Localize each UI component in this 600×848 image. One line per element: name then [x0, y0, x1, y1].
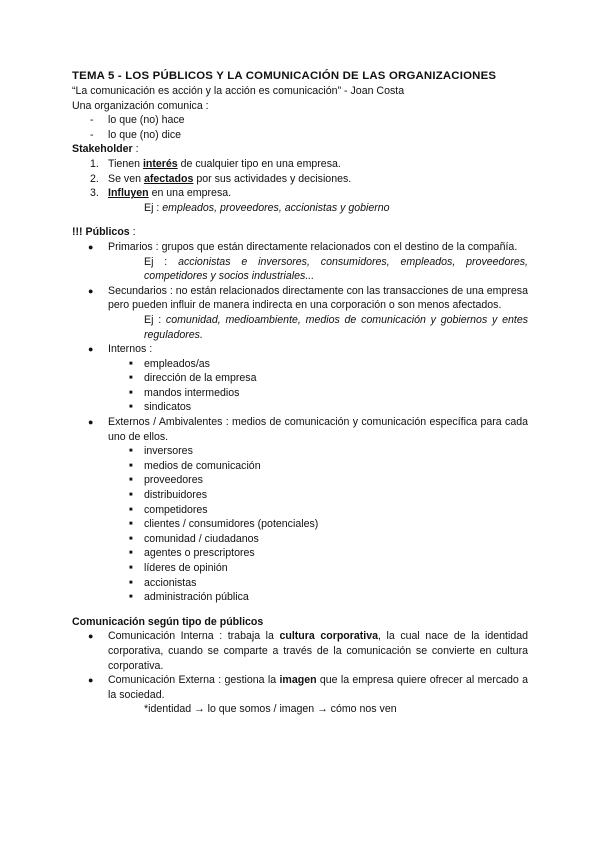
- list-item: ■ medios de comunicación: [72, 459, 528, 474]
- list-item: - lo que (no) dice: [72, 128, 528, 143]
- list-item: ■ accionistas: [72, 576, 528, 591]
- list-item: ■ empleados/as: [72, 357, 528, 372]
- intro-text: Una organización comunica :: [72, 99, 209, 112]
- list-item-interna: ● Comunicación Interna : trabaja la cultura corporativa, la cual nace de la identidad corporativa, cuando se comparte a través de la comunicación se convierte en cultura corporativa.: [88, 630, 528, 672]
- comunicacion-heading: Comunicación según tipo de públicos: [72, 615, 264, 628]
- list-item: ■ líderes de opinión: [72, 561, 528, 576]
- publicos-list: [72, 240, 528, 357]
- list-item-secundarios: ● Secundarios : no están relacionados directamente con las transacciones de una empresa pero pueden influir de manera indirecta en una corporación o son menos afectados. Ej : comunidad, medioambiente, medios de comunicación y gobiernos y entes reguladores.: [88, 284, 529, 341]
- comunica-list: [72, 113, 528, 142]
- list-item: 3. Influyen en una empresa.: [90, 187, 232, 200]
- stakeholder-example: Ej : empleados, proveedores, accionistas y gobierno: [144, 201, 390, 214]
- list-item: ■ agentes o prescriptores: [72, 546, 528, 561]
- list-item: - lo que (no) hace: [72, 113, 528, 128]
- list-item: ■ clientes / consumidores (potenciales): [72, 517, 528, 532]
- list-item: ■ competidores: [72, 503, 528, 518]
- stakeholder-heading: Stakeholder :: [72, 143, 139, 156]
- externos-entry: [72, 415, 528, 444]
- comunicacion-list: [72, 629, 528, 702]
- list-item-primarios: ● Primarios : grupos que están directamente relacionados con el destino de la compañía. Ej : accionistas e inversores, consumidores, empleados, proveedores, competidores y socios industriales...: [88, 240, 528, 283]
- bullet-icon: ●: [88, 675, 94, 686]
- list-item: ■ comunidad / ciudadanos: [72, 532, 528, 547]
- list-item: ■ distribuidores: [72, 488, 528, 503]
- bullet-icon: ●: [88, 285, 94, 296]
- list-item: ■ administración pública: [72, 590, 528, 605]
- identidad-note: *identidad → lo que somos / imagen → cómo nos ven: [144, 703, 397, 716]
- list-item: ■ mandos intermedios: [72, 386, 528, 401]
- document-page: [72, 68, 528, 717]
- quote: “La comunicación es acción y la acción es comunicación” - Joan Costa: [72, 85, 405, 97]
- bullet-icon: ●: [88, 631, 94, 642]
- internos-list: [72, 357, 528, 415]
- document-title: TEMA 5 - LOS PÚBLICOS Y LA COMUNICACIÓN DE LAS ORGANIZACIONES: [72, 70, 497, 82]
- list-item: ■ sindicatos: [72, 400, 528, 415]
- secundarios-example: Ej : comunidad, medioambiente, medios de comunicación y gobiernos y entes reguladores.: [144, 313, 529, 341]
- list-item: 2. Se ven afectados por sus actividades y decisiones.: [90, 172, 352, 185]
- list-item-internos: ● Internos :: [88, 343, 153, 356]
- bullet-icon: ●: [88, 344, 94, 355]
- list-item-externa: ● Comunicación Externa : gestiona la imagen que la empresa quiere ofrecer al mercado a la sociedad.: [88, 674, 528, 701]
- bullet-icon: ●: [88, 417, 94, 428]
- list-item: ■ proveedores: [72, 473, 528, 488]
- list-item: 1. Tienen interés de cualquier tipo en una empresa.: [90, 157, 341, 170]
- bullet-icon: ●: [88, 241, 94, 252]
- list-item: ■ inversores: [72, 444, 528, 459]
- primarios-example: Ej : accionistas e inversores, consumidores, empleados, proveedores, competidores y socios industriales...: [144, 255, 528, 283]
- list-item: ■ dirección de la empresa: [72, 371, 528, 386]
- stakeholder-list: [72, 157, 528, 201]
- list-item-externos: ● Externos / Ambivalentes : medios de comunicación y comunicación específica para cada uno de ellos.: [88, 416, 528, 443]
- externos-list: [72, 444, 528, 605]
- publicos-heading: !!! Públicos :: [72, 226, 136, 239]
